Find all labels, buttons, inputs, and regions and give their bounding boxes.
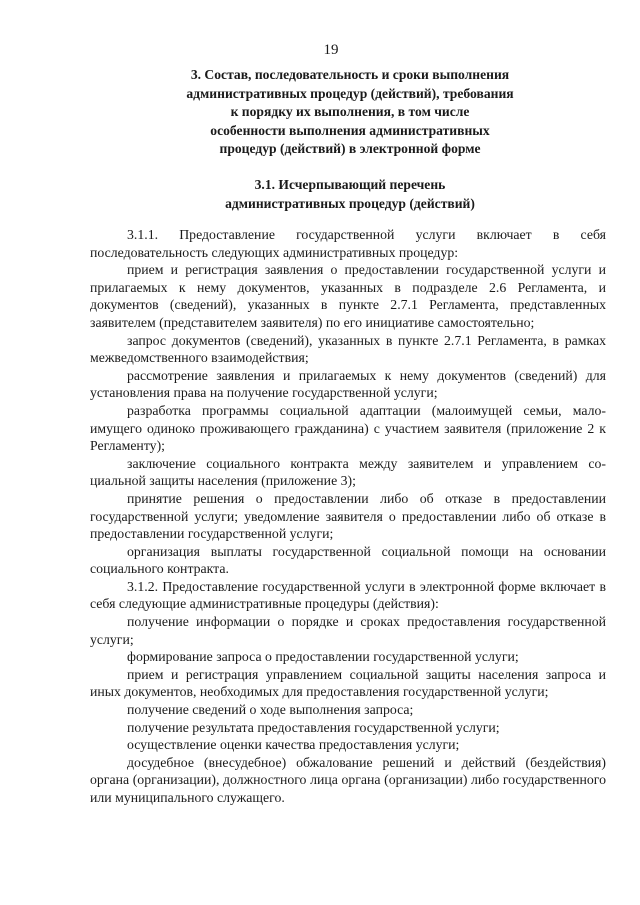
section-title-line: к порядку их выполнения, в том числе: [230, 104, 470, 119]
page-number: 19: [323, 42, 339, 58]
subsection-title-line: 3.1. Исчерпывающий перечень: [254, 177, 446, 192]
section-title-line: особенности выполнения административных: [210, 122, 490, 138]
paragraph: организация выплаты государственной социальной помощи на основании социального контракта.: [90, 543, 606, 577]
paragraph: заключение социального контракта между заявителем и управлением социальной защиты населения (приложение 3);: [90, 455, 606, 489]
paragraph: 3.1.1. Предоставление государственной услуги включает в себя последовательность следующих административных процедур:: [90, 227, 606, 260]
subsection-title-line: административных процедур (действий): [225, 195, 475, 211]
paragraph: формирование запроса о предоставлении государственной услуги;: [127, 649, 519, 665]
subsection-title: [150, 176, 550, 213]
paragraph: получение информации о порядке и сроках предоставления государственной услуги;: [90, 614, 606, 647]
paragraph: получение результата предоставления государственной услуги;: [127, 719, 500, 735]
paragraph: запрос документов (сведений), указанных в пункте 2.7.1 Регламента, в рамках межведомственного взаимодействия;: [90, 332, 606, 366]
paragraph: рассмотрение заявления и прилагаемых к нему документов (сведений) для установления права на получение государственной услуги;: [90, 367, 606, 401]
paragraph: 3.1.2. Предоставление государственной услуги в электронной форме включает в себя следующие административные процедуры (действия):: [90, 578, 606, 612]
paragraph: осуществление оценки качества предоставления услуги;: [127, 737, 460, 753]
paragraph: досудебное (внесудебное) обжалование решений и действий (бездействия) органа (организации), должностного лица органа (организации) либо государственного или муниципального служащего.: [90, 754, 606, 805]
body-text: [90, 226, 606, 807]
section-title-line: 3. Состав, последовательность и сроки выполнения: [190, 67, 510, 82]
paragraph: разработка программы социальной адаптации (малоимущей семьи, малоимущего одиноко проживающего гражданина) с участием заявителя (приложение 2 к Регламенту);: [90, 402, 606, 454]
paragraph: прием и регистрация управлением социальной защиты населения запроса и иных документов, необходимых для предоставления государственной услуги;: [90, 666, 606, 700]
section-title-line: процедур (действий) в электронной форме: [219, 141, 481, 156]
paragraph: прием и регистрация заявления о предоставлении государственной услуги и прилагаемых к нему документов, указанных в подразделе 2.6 Регламента, и документов (сведений), указанных в пункте 2.7.1 Регламента, представленных заявителем (представителем заявителя) по его инициативе самостоятельно;: [90, 262, 606, 330]
paragraph: принятие решения о предоставлении либо об отказе в предоставлении государственной услуги; уведомление заявителя о предоставлении либо об отказе в предоставлении государственной услуги;: [90, 490, 606, 542]
paragraph: получение сведений о ходе выполнения запроса;: [127, 702, 414, 718]
section-title-line: административных процедур (действий), требования: [186, 85, 514, 101]
section-title: [150, 66, 550, 159]
